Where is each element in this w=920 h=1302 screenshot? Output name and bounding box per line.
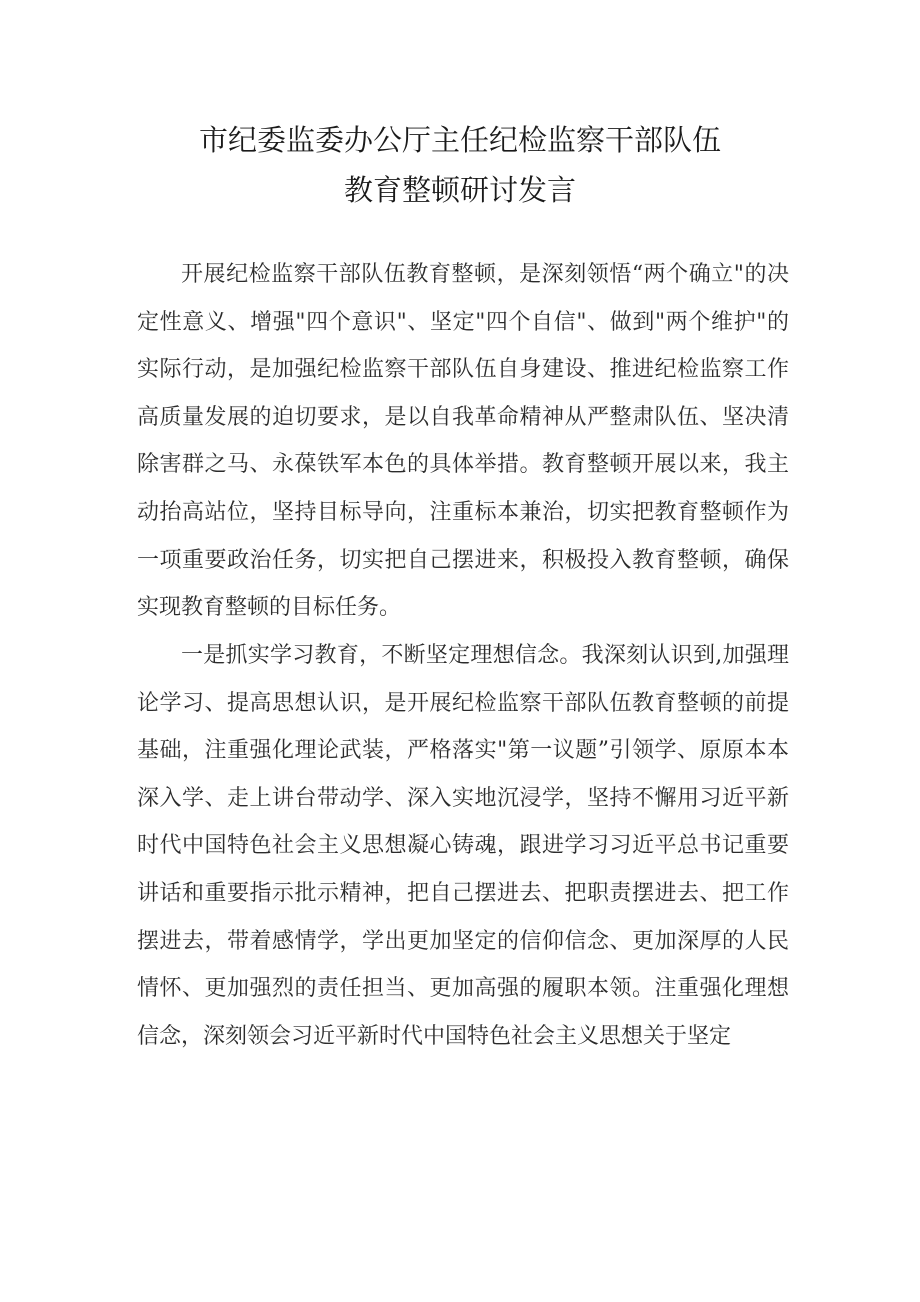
body-paragraph-study-education: 一是抓实学习教育，不断坚定理想信念。我深刻认识到,加强理论学习、提高思想认识，是开展纪检监察干部队伍教育整顿的前提基础，注重强化理论武装，严格落实"第一议题”引领学、原原本本深入学、走上讲台带动学、深入实地沉浸学，坚持不懈用习近平新时代中国特色社会主义思想凝心铸魂，跟进学习习近平总书记重要讲话和重要指示批示精神，把自己摆进去、把职责摆进去、把工作摆进去，带着感情学，学出更加坚定的信仰信念、更加深厚的人民情怀、更加强烈的责任担当、更加高强的履职本领。注重强化理想信念，深刻领会习近平新时代中国特色社会主义思想关于坚定: [137, 643, 789, 1049]
body-paragraph-intro: 开展纪检监察干部队伍教育整顿，是深刻领悟“两个确立"的决定性意义、增强"四个意识"、坚定"四个自信"、做到"两个维护"的实际行动，是加强纪检监察干部队伍自身建设、推进纪检监察工作高质量发展的迫切要求，是以自我革命精神从严整肃队伍、坚决清除害群之马、永葆铁军本色的具体举措。教育整顿开展以来，我主动抬高站位，坚持目标导向，注重标本兼治，切实把教育整顿作为一项重要政治任务，切实把自己摆进来，积极投入教育整顿，确保实现教育整顿的目标任务。: [137, 262, 789, 621]
document-title-line-2: 教育整顿研讨发言: [343, 173, 576, 207]
document-title-line-1: 市纪委监委办公厅主任纪检监察干部队伍: [198, 123, 721, 157]
